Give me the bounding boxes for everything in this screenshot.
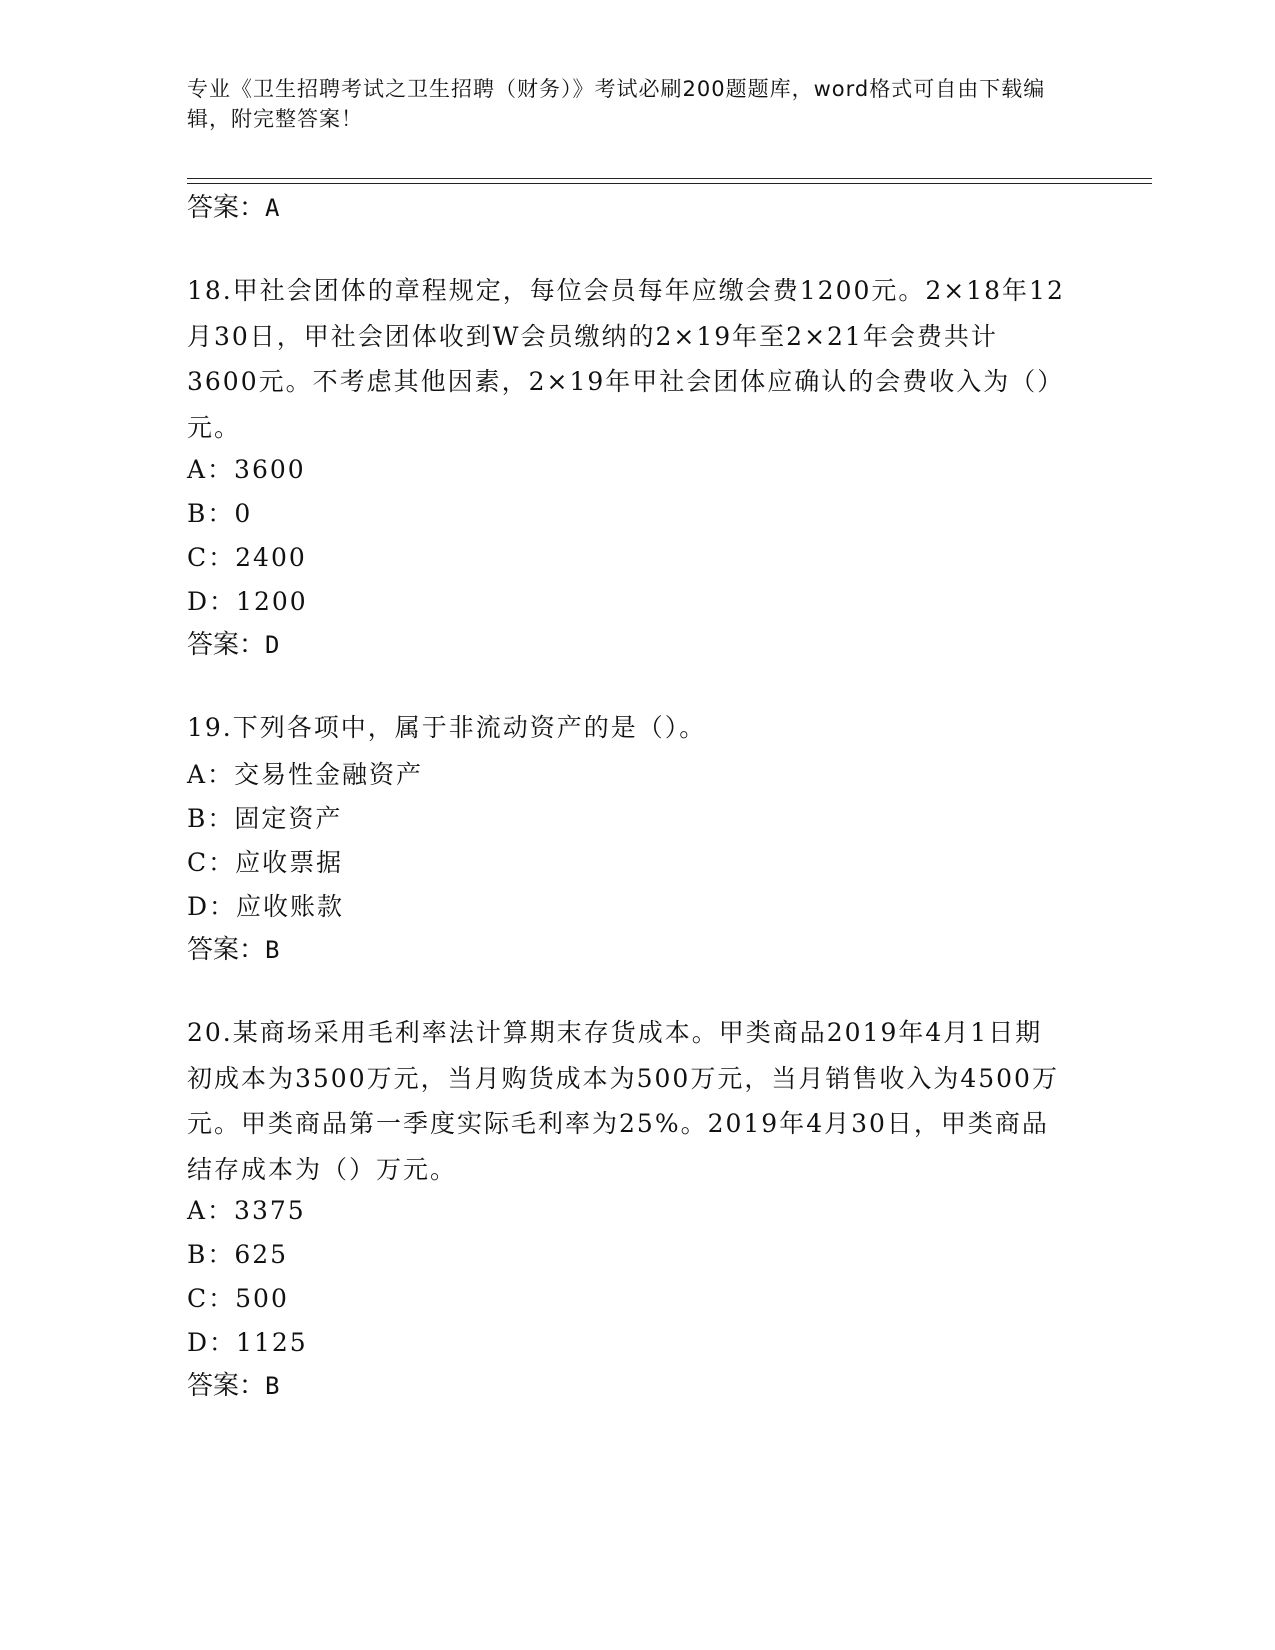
question-20-option-a: A：3375 bbox=[187, 1196, 306, 1225]
question-20-answer bbox=[187, 1365, 279, 1402]
question-18-answer bbox=[187, 624, 279, 661]
question-20-text: 20.某商场采用毛利率法计算期末存货成本。甲类商品2019年4月1日期初成本为3500万元，当月购货成本为500万元，当月销售收入为4500万元。甲类商品第一季度实际毛利率为25%。2019年4月30日，甲类商品结存成本为（）万元。 bbox=[187, 1018, 1059, 1184]
answer-value: B bbox=[265, 1372, 280, 1400]
question-20-option-c: C：500 bbox=[187, 1284, 289, 1313]
question-18-option-b: B：0 bbox=[187, 499, 253, 528]
question-19-option-c: C：应收票据 bbox=[187, 848, 344, 877]
header-divider-bottom bbox=[187, 183, 1152, 184]
question-18-option-d: D：1200 bbox=[187, 587, 308, 616]
question-18-option-a: A：3600 bbox=[187, 455, 306, 484]
answer-value: A bbox=[265, 194, 280, 222]
header-divider-top bbox=[187, 178, 1152, 179]
question-20-option-b: B：625 bbox=[187, 1240, 289, 1269]
question-19-option-b: B：固定资产 bbox=[187, 804, 343, 833]
question-19-answer bbox=[187, 929, 279, 966]
answer-value: D bbox=[265, 631, 280, 659]
question-19-option-d: D：应收账款 bbox=[187, 892, 345, 921]
answer-label: 答案： bbox=[187, 630, 266, 660]
answer-label: 答案： bbox=[187, 1371, 266, 1401]
question-18-text: 18.甲社会团体的章程规定，每位会员每年应缴会费1200元。2×18年12月30日，甲社会团体收到W会员缴纳的2×19年至2×21年会费共计3600元。不考虑其他因素，2×19年甲社会团体应确认的会费收入为（）元。 bbox=[187, 276, 1065, 442]
question-20-option-d: D：1125 bbox=[187, 1328, 308, 1357]
prev-answer bbox=[187, 187, 279, 224]
question-19-option-a: A：交易性金融资产 bbox=[187, 760, 424, 789]
answer-label: 答案： bbox=[187, 935, 266, 965]
answer-value: B bbox=[265, 936, 280, 964]
question-18-option-c: C：2400 bbox=[187, 543, 307, 572]
document-header: 专业《卫生招聘考试之卫生招聘（财务）》考试必刷200题题库，word格式可自由下载编辑，附完整答案！ bbox=[187, 77, 1046, 131]
answer-label: 答案： bbox=[187, 193, 266, 223]
question-19-text: 19.下列各项中，属于非流动资产的是（）。 bbox=[187, 713, 707, 742]
